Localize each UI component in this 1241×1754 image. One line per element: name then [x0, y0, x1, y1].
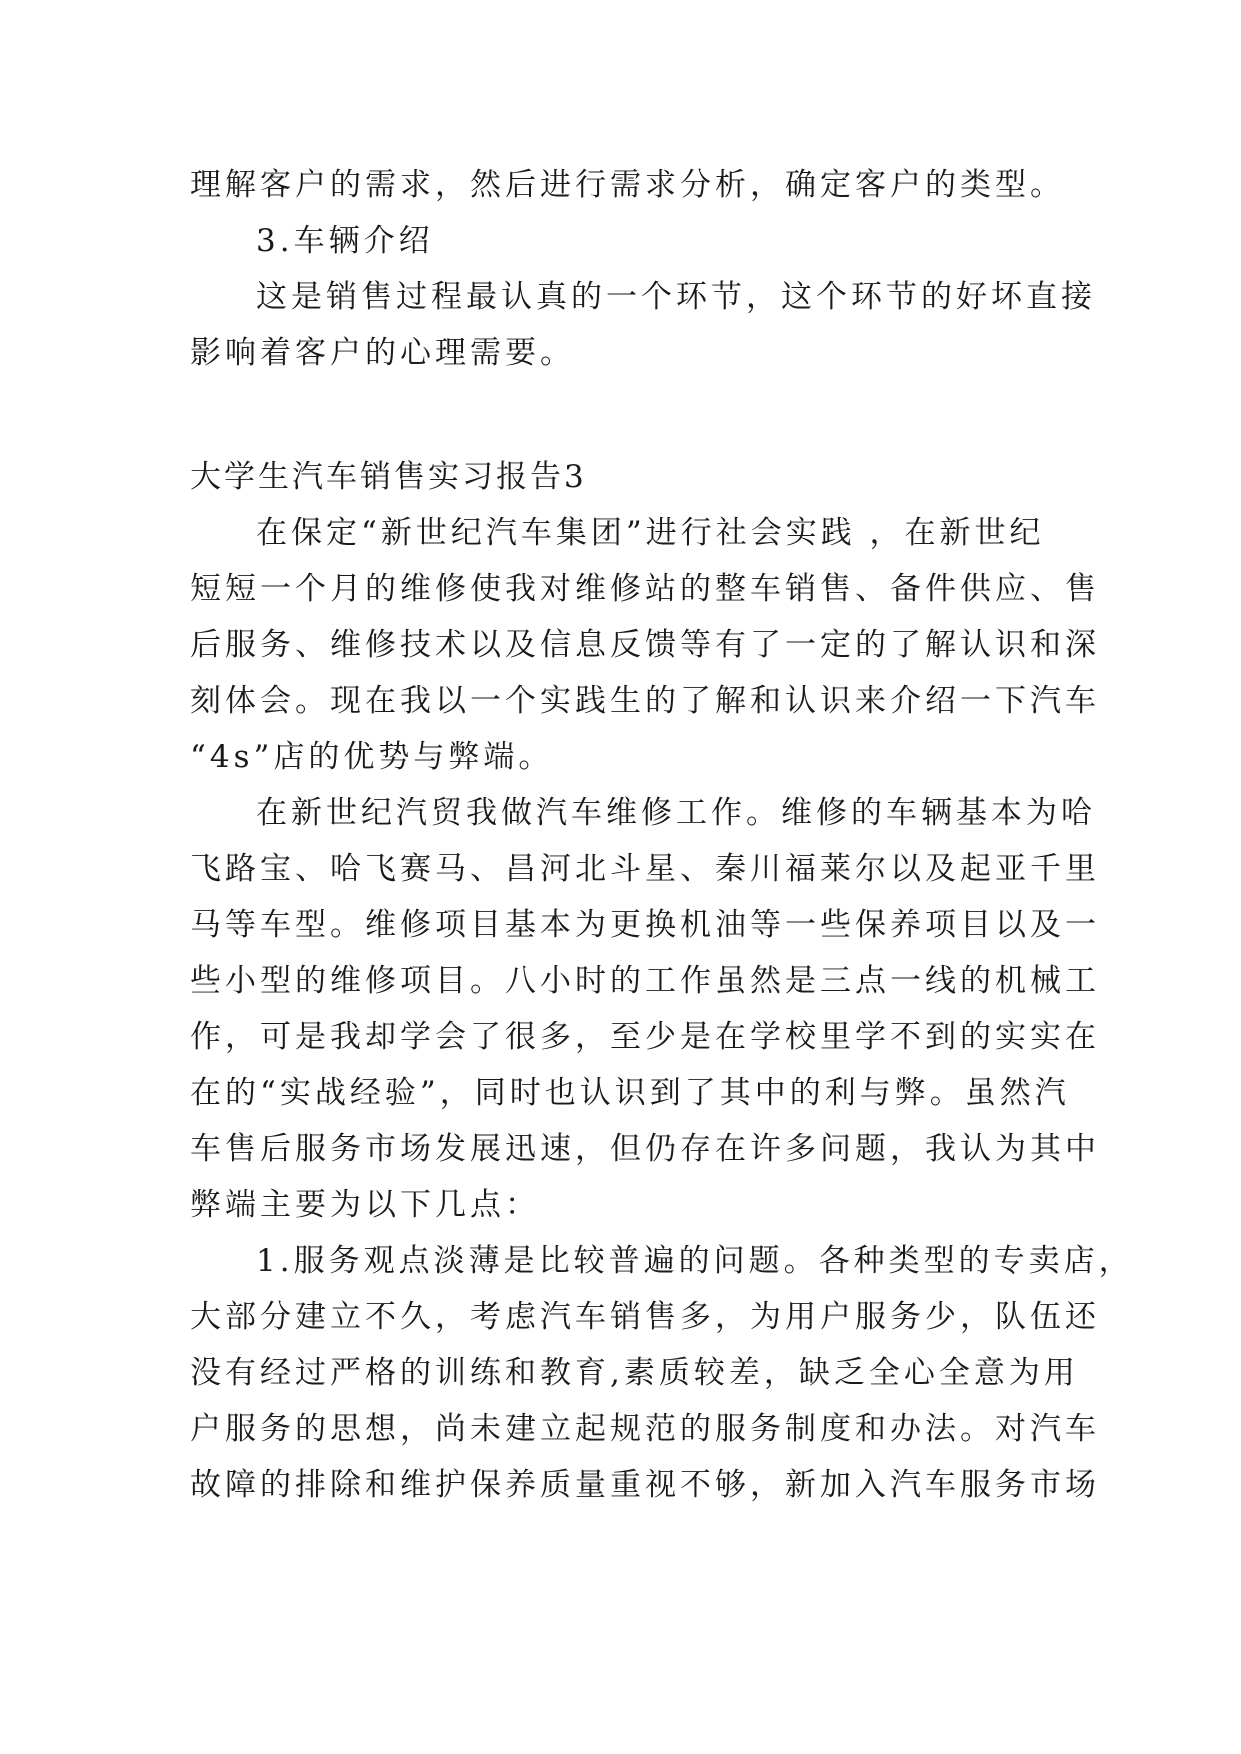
list-item-heading: 3.车辆介绍: [256, 223, 434, 259]
text-line: 1.服务观点淡薄是比较普遍的问题。各种类型的专卖店，: [256, 1243, 1134, 1279]
section-gap: [190, 381, 1050, 449]
text-line: 在保定“新世纪汽车集团”进行社会实践 ，在新世纪: [256, 515, 1045, 551]
text-line: 刻体会。现在我以一个实践生的了解和认识来介绍一下汽车: [190, 683, 1100, 719]
section-title: 大学生汽车销售实习报告3: [190, 459, 587, 495]
text-line: 故障的排除和维护保养质量重视不够，新加入汽车服务市场: [190, 1467, 1100, 1503]
text-line: 短短一个月的维修使我对维修站的整车销售、备件供应、售: [190, 571, 1100, 607]
text-line: 户服务的思想，尚未建立起规范的服务制度和办法。对汽车: [190, 1411, 1100, 1447]
text-line: 在的“实战经验”，同时也认识到了其中的利与弊。虽然汽: [190, 1075, 1070, 1111]
text-line: 飞路宝、哈飞赛马、昌河北斗星、秦川福莱尔以及起亚千里: [190, 851, 1100, 887]
text-line: 没有经过严格的训练和教育,素质较差，缺乏全心全意为用: [190, 1355, 1079, 1391]
text-line: 马等车型。维修项目基本为更换机油等一些保养项目以及一: [190, 907, 1100, 943]
text-line: 弊端主要为以下几点：: [190, 1187, 540, 1223]
text-line: 理解客户的需求，然后进行需求分析，确定客户的类型。: [190, 167, 1065, 203]
text-line: 车售后服务市场发展迅速，但仍存在许多问题，我认为其中: [190, 1131, 1100, 1167]
document-body: [190, 157, 1134, 1513]
text-line: 大部分建立不久，考虑汽车销售多，为用户服务少，队伍还: [190, 1299, 1100, 1335]
text-line: 影响着客户的心理需要。: [190, 335, 575, 371]
text-line: 在新世纪汽贸我做汽车维修工作。维修的车辆基本为哈: [256, 795, 1096, 831]
text-line: 这是销售过程最认真的一个环节，这个环节的好坏直接: [256, 279, 1096, 315]
text-line: 后服务、维修技术以及信息反馈等有了一定的了解认识和深: [190, 627, 1100, 663]
text-line: “4s”店的优势与弊端。: [190, 739, 554, 775]
text-line: 些小型的维修项目。八小时的工作虽然是三点一线的机械工: [190, 963, 1100, 999]
text-line: 作，可是我却学会了很多，至少是在学校里学不到的实实在: [190, 1019, 1100, 1055]
